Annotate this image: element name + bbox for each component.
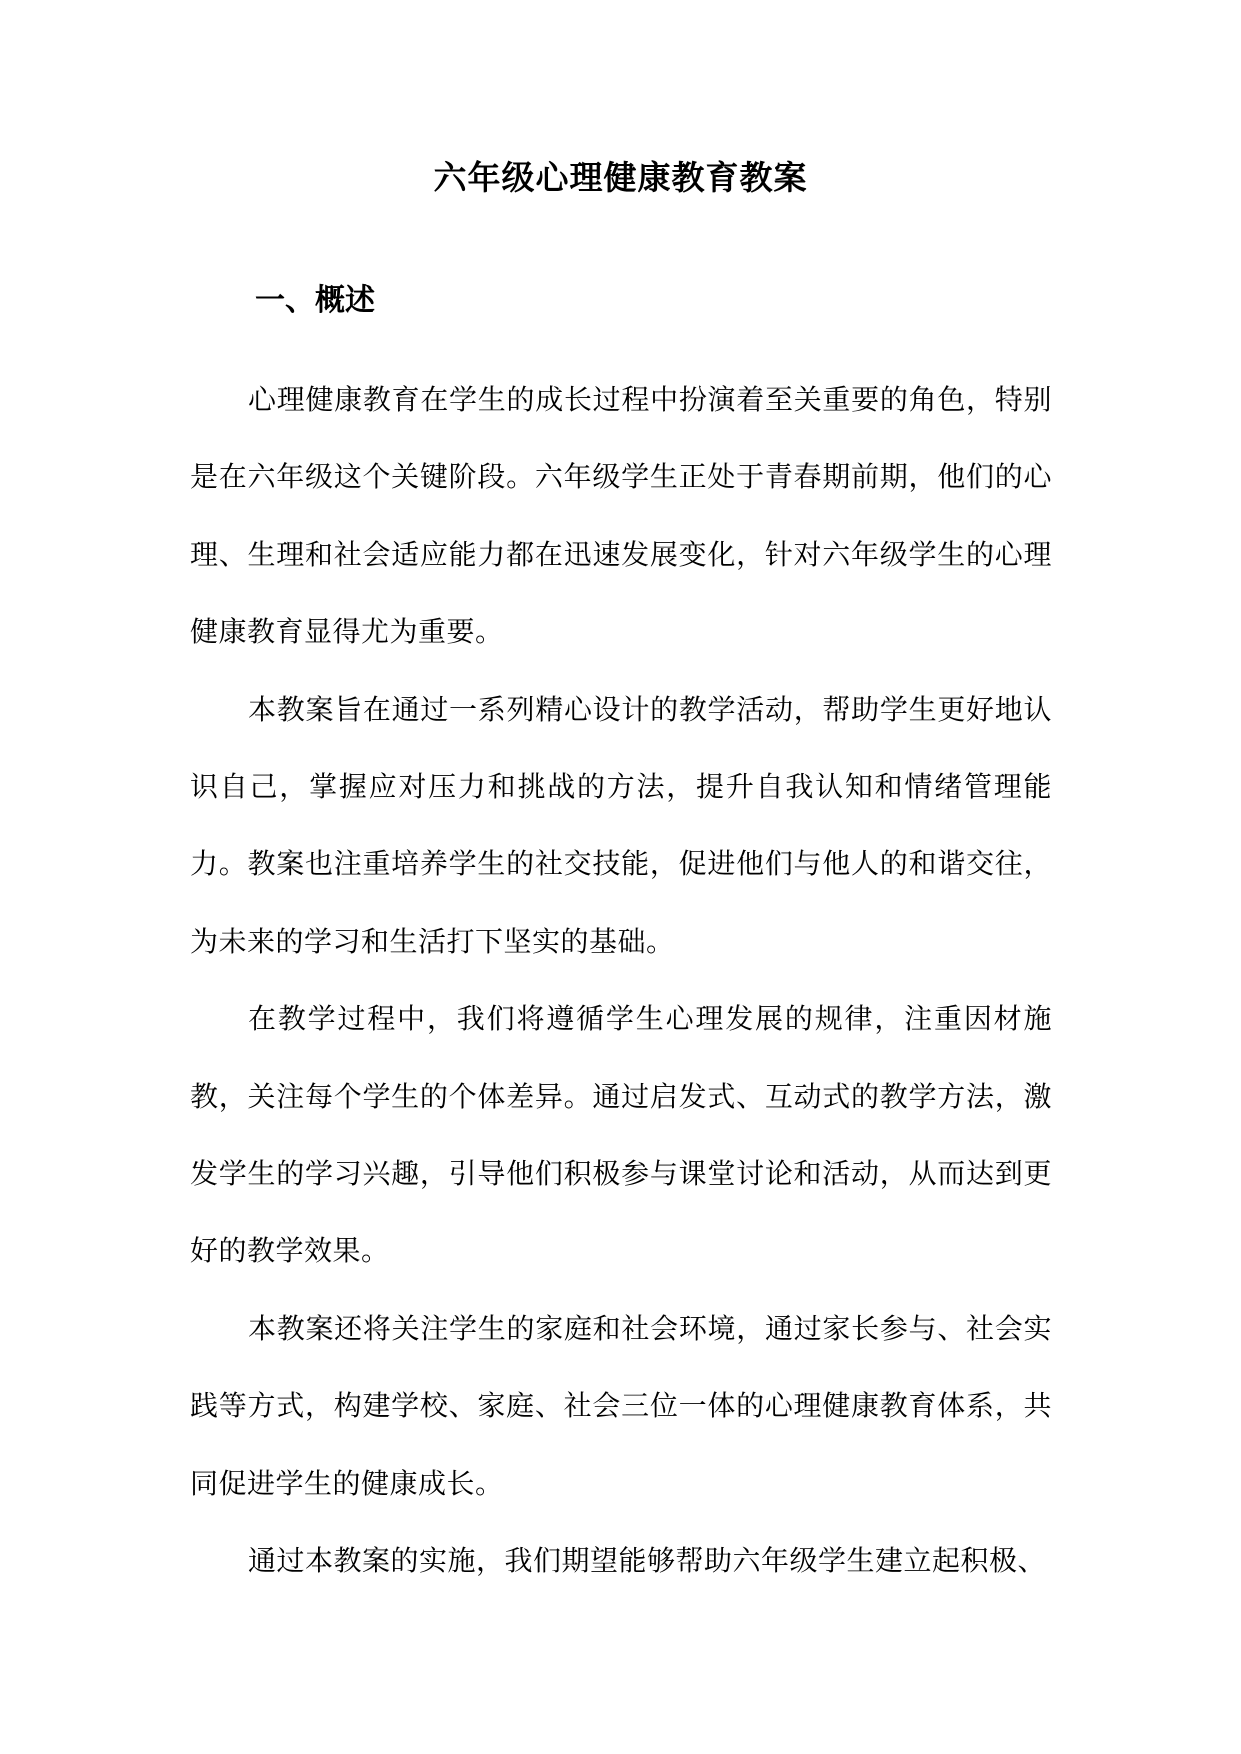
paragraph: 通过本教案的实施，我们期望能够帮助六年级学生建立起积极、 xyxy=(248,1544,1047,1578)
section-heading: 一、概述 xyxy=(255,283,375,318)
body-text xyxy=(190,361,1052,1600)
paragraph: 在教学过程中，我们将遵循学生心理发展的规律，注重因材施教，关注每个学生的个体差异。通过启发式、互动式的教学方法，激发学生的学习兴趣，引导他们积极参与课堂讨论和活动，从而达到更好的教学效果。 xyxy=(190,1002,1052,1268)
document-title: 六年级心理健康教育教案 xyxy=(433,158,808,197)
paragraph: 心理健康教育在学生的成长过程中扮演着至关重要的角色，特别是在六年级这个关键阶段。六年级学生正处于青春期前期，他们的心理、生理和社会适应能力都在迅速发展变化，针对六年级学生的心理健康教育显得尤为重要。 xyxy=(190,383,1052,649)
paragraph: 本教案还将关注学生的家庭和社会环境，通过家长参与、社会实践等方式，构建学校、家庭、社会三位一体的心理健康教育体系，共同促进学生的健康成长。 xyxy=(190,1311,1052,1500)
paragraph: 本教案旨在通过一系列精心设计的教学活动，帮助学生更好地认识自己，掌握应对压力和挑战的方法，提升自我认知和情绪管理能力。教案也注重培养学生的社交技能，促进他们与他人的和谐交往，为未来的学习和生活打下坚实的基础。 xyxy=(190,692,1052,958)
